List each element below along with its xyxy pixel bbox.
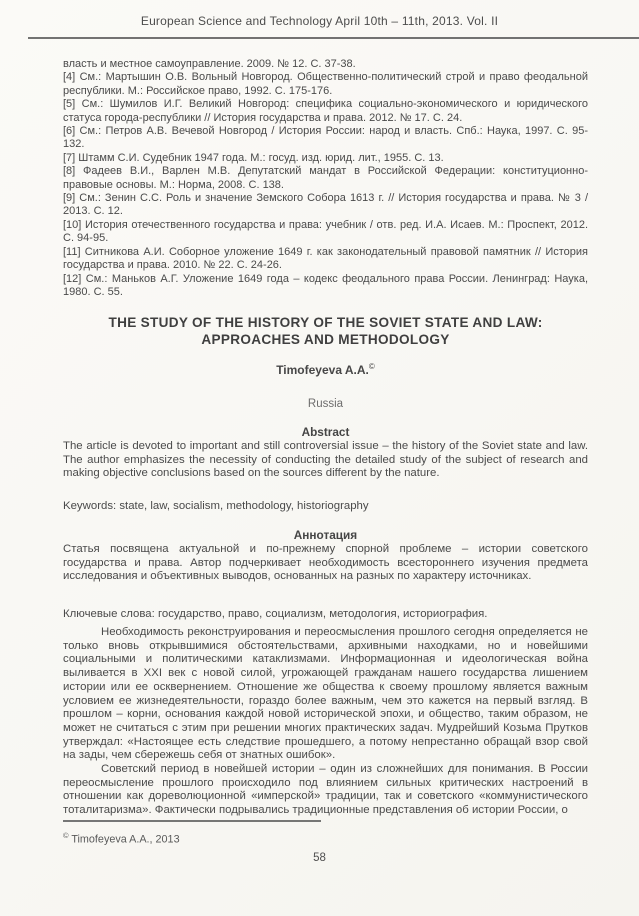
reference-item: [12] См.: Маньков А.Г. Уложение 1649 года – кодекс феодального права России. Ленинград: Наука, 1980. С. 55. — [63, 272, 588, 298]
abstract-heading: Abstract — [301, 425, 350, 439]
annotation-heading: Аннотация — [293, 528, 358, 542]
abstract-paragraph: The article is devoted to important and still controversial issue – the history of the Soviet state and law. The author emphasizes the necessity of conducting the detailed study of the subject of research and making objective conclusions based on the sources different by the nature. — [63, 440, 588, 480]
footnote-rule — [63, 820, 321, 822]
references-list — [63, 58, 588, 299]
body-paragraph: Необходимость реконструирования и переосмысления прошлого сегодня определяется не только вновь открывшимися обстоятельствами, архивными находками, но и новейшими социальными и политическими катаклизмами. Информационная и идеологическая война выливается в XXI век с новой силой, угрожающей гражданам нашего государства лишением истории или ее осквернением. Отношение же общества к своему прошлому является важным условием ее жизнедеятельности, гораздо более важным, чем это кажется на первый взгляд. В прошлом – корни, основания каждой новой исторической эпохи, и общество, таким образом, не может не считаться с этим при решении многих практических задач. Мудрейший Козьма Прутков утверждал: «Настоящее есть следствие прошедшего, а потому непрестанно обращай взор свой на зады, чем сбережешь себя от знатных ошибок». — [63, 626, 588, 762]
copyright-footnote — [63, 831, 180, 846]
reference-item: [5] См.: Шумилов И.Г. Великий Новгород: специфика социально-экономического и юридического статуса города-республики // История государства и права. 2012. № 17. С. 24. — [63, 98, 588, 124]
body-paragraphs — [63, 626, 588, 818]
author-country: Russia — [307, 398, 344, 410]
footnote-text: Timofeyeva A.A., 2013 — [71, 833, 180, 846]
reference-item: [7] Штамм С.И. Судебник 1947 года. М.: госуд. изд. юрид. лит., 1955. С. 13. — [63, 151, 444, 164]
header-rule — [28, 37, 639, 39]
article-title — [63, 314, 588, 348]
reference-item: [4] См.: Мартышин О.В. Вольный Новгород. Общественно-политический строй и право феодальной республики. М.: Российское право, 1992. С. 175-176. — [63, 71, 588, 97]
author-name — [63, 362, 588, 377]
annotation-paragraph: Статья посвящена актуальной и по-прежнему спорной проблеме – истории советского государства и права. Автор подчеркивает необходимость всестороннего изучения предмета исследования и объективных выводов, основанных на разных по характеру источниках. — [63, 543, 588, 583]
keywords-russian: Ключевые слова: государство, право, социализм, методология, историография. — [63, 608, 488, 620]
keywords-english: Keywords: state, law, socialism, methodology, historiography — [63, 500, 369, 512]
running-header: European Science and Technology April 10th – 11th, 2013. Vol. II — [140, 14, 499, 28]
author-text: Timofeyeva A.A. — [276, 363, 369, 377]
reference-item: [8] Фадеев В.И., Варлен М.В. Депутатский мандат в Российской Федерации: конституционно-правовые основы. М.: Норма, 2008. С. 138. — [63, 165, 588, 191]
article-title-line2: APPROACHES AND METHODOLOGY — [201, 332, 450, 347]
body-paragraph: Советский период в новейшей истории – один из сложнейших для понимания. В России переосмысление прошлого происходило под влиянием сильных критических настроений в отношении как дореволюционной «имперской» традиции, так и советского «коммунистического тоталитаризма». Фактически подрывались традиционные представления об истории России, о — [63, 763, 588, 817]
reference-item: власть и местное самоуправление. 2009. № 12. С. 37-38. — [63, 58, 356, 70]
article-title-line1: THE STUDY OF THE HISTORY OF THE SOVIET STATE AND LAW: — [108, 315, 543, 330]
reference-item: [10] История отечественного государства и права: учебник / отв. ред. И.А. Исаев. М.: Проспект, 2012. С. 94-95. — [63, 218, 588, 245]
reference-item: [11] Ситникова А.И. Соборное уложение 1649 г. как законодательный правовой памятник // История государства и права. 2010. № 22. С. 24-26. — [63, 245, 588, 272]
author-copyright-mark: © — [368, 362, 375, 371]
reference-item: [6] См.: Петров А.В. Вечевой Новгород / История России: народ и власть. Спб.: Наука, 1997. С. 95-132. — [63, 125, 588, 151]
footnote-copyright-mark: © — [63, 831, 69, 840]
page-number: 58 — [313, 852, 326, 864]
reference-item: [9] См.: Зенин С.С. Роль и значение Земского Собора 1613 г. // История государства и права. № 3 / 2013. С. 12. — [63, 192, 588, 218]
